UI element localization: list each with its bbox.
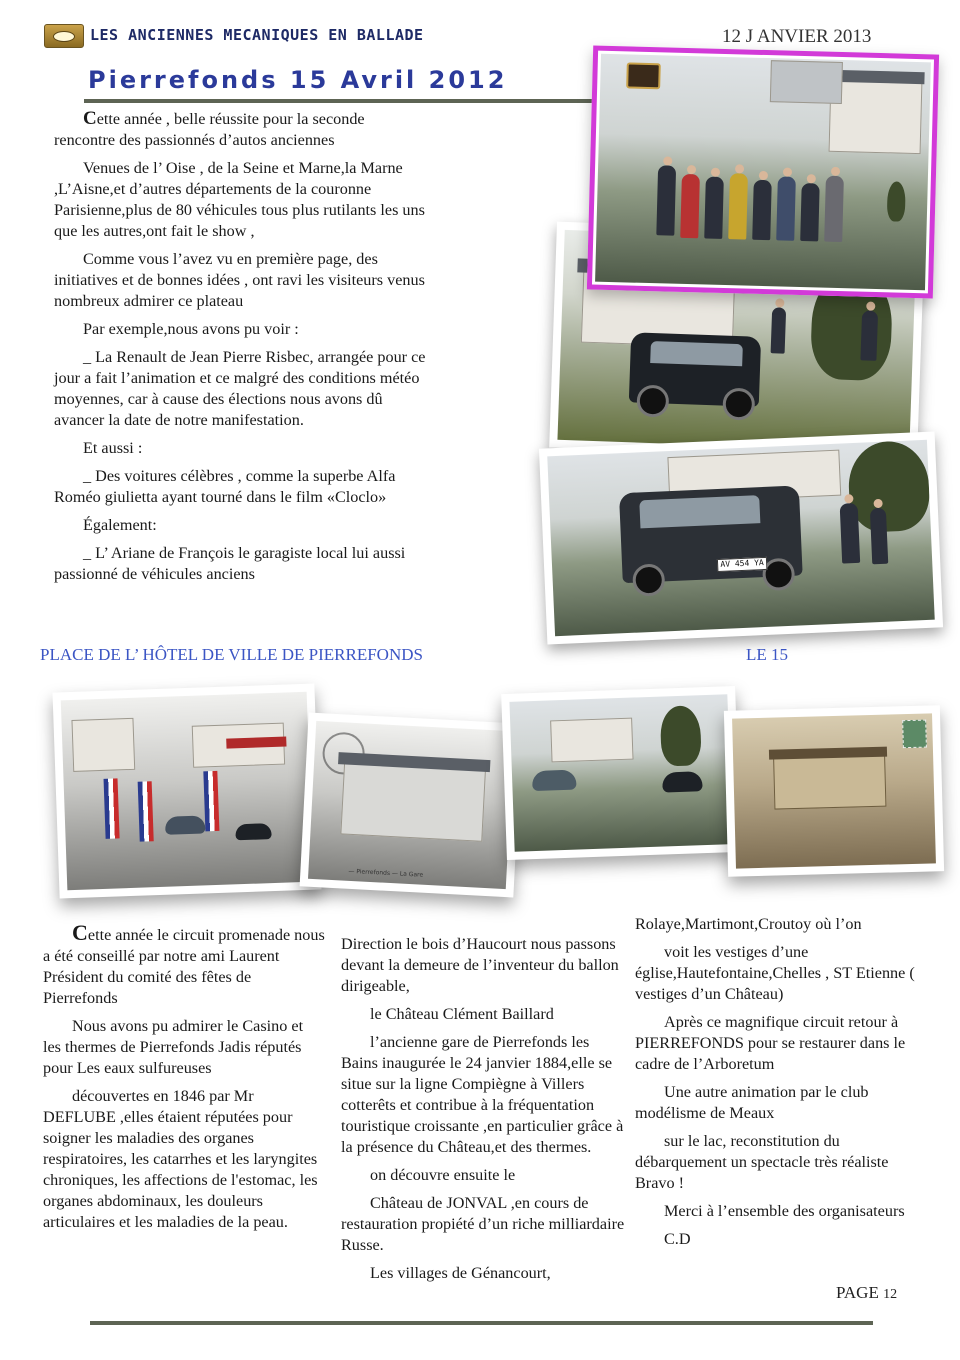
intro-text: ette année , belle réussite pour la seconde rencontre des passionnés d’autos anciennes — [54, 110, 365, 149]
body-paragraph: Une autre animation par le club modélisme de Meaux — [635, 1083, 869, 1122]
body-paragraph: sur le lac, reconstitution du débarquement un spectacle très réaliste Bravo ! — [635, 1132, 889, 1192]
photo-group — [587, 46, 939, 299]
section-heading: PLACE DE L’ HÔTEL DE VILLE DE PIERREFONDS — [40, 645, 423, 664]
body-column-2 — [341, 934, 625, 1291]
intro-paragraph: Comme vous l’avez vu en première page, des initiatives et de bonnes idées , ont ravi les visiteurs venus nombreux admirer ce plateau — [54, 250, 425, 310]
intro-text-column — [54, 108, 426, 592]
intro-paragraph — [54, 108, 426, 151]
drop-cap: C — [83, 108, 97, 129]
intro-paragraph: _ L’ Ariane de François le garagiste local lui aussi passionné de véhicules anciens — [54, 544, 406, 583]
photo-old-station-postcard — [300, 713, 523, 898]
photo-town-square — [52, 683, 321, 898]
photo-ariane-car — [539, 431, 943, 644]
author-signature: C.D — [664, 1230, 691, 1248]
body-paragraph: Merci à l’ensemble des organisateurs — [664, 1202, 905, 1220]
intro-paragraph: Par exemple,nous avons pu voir : — [83, 320, 299, 338]
body-paragraph: Direction le bois d’Haucourt nous passons devant la demeure de l’inventeur du ballon dirigeable, — [341, 935, 619, 995]
body-paragraph: Château de JONVAL ,en cours de restauration propiété d’un riche milliardaire Russe. — [341, 1194, 625, 1254]
magazine-logo — [44, 24, 84, 48]
drop-cap: C — [72, 920, 88, 945]
magazine-title: LES ANCIENNES MECANIQUES EN BALLADE — [90, 26, 424, 44]
photo-square-cars — [501, 686, 741, 860]
intro-paragraph: Également: — [83, 516, 157, 534]
photo-vintage-chateau-postcard — [724, 705, 944, 877]
body-paragraph: on découvre ensuite le — [370, 1166, 516, 1184]
intro-paragraph: _ Des voitures célèbres , comme la superbe Alfa Roméo giulietta ayant tourné dans le film «Cloclo» — [54, 467, 396, 506]
intro-paragraph: Et aussi : — [83, 439, 143, 457]
body-text: ette année le circuit promenade nous a été conseillé par notre ami Laurent Président du comité des fêtes de Pierrefonds — [43, 926, 325, 1007]
body-paragraph: Rolaye,Martimont,Croutoy où l’on — [635, 915, 862, 933]
body-paragraph: voit les vestiges d’une église,Hautefontaine,Chelles , ST Etienne ( vestiges d’un Château) — [635, 943, 915, 1003]
body-column-3 — [635, 914, 925, 1257]
postcard-caption: — Pierrefonds — La Gare — [348, 867, 424, 879]
body-paragraph — [43, 922, 325, 1009]
body-paragraph: Après ce magnifique circuit retour à PIERREFONDS pour se restaurer dans le cadre de l’Arboretum — [635, 1013, 906, 1073]
club-logo — [626, 62, 661, 89]
issue-date: 12 J ANVIER 2013 — [722, 26, 872, 47]
title-divider — [84, 99, 604, 103]
body-column-1 — [43, 922, 325, 1240]
body-paragraph: découvertes en 1846 par Mr DEFLUBE ,elles étaient réputées pour soigner les maladies des organes respiratoires, les catarrhes et les laryngites chroniques, les affections de l'estomac, les organes abdominaux, les douleurs articulaires et les maladies de la peau. — [43, 1087, 318, 1231]
page-number — [836, 1283, 897, 1303]
body-paragraph: le Château Clément Baillard — [370, 1005, 554, 1023]
intro-paragraph: Venues de l’ Oise , de la Seine et Marne,la Marne ,L’Aisne,et d’autres départements de la couronne Parisienne,plus de 80 véhicules tous plus rutilants les uns que les autres,ont fait le show , — [54, 159, 425, 240]
section-side-label: LE 15 — [746, 645, 789, 664]
footer-divider — [90, 1321, 873, 1325]
body-paragraph: Nous avons pu admirer le Casino et les thermes de Pierrefonds Jadis réputés pour Les eaux sulfureuses — [43, 1017, 304, 1077]
body-paragraph: l’ancienne gare de Pierrefonds les Bains inaugurée le 24 janvier 1884,elle se situe sur la ligne Compiègne à Villers cotterêts et contribue à la fréquentation touristique croissante ,en particulier grâce à la présence du Château,et des thermes. — [341, 1033, 624, 1156]
article-title: Pierrefonds 15 Avril 2012 — [88, 66, 508, 94]
postage-stamp — [902, 720, 927, 749]
intro-paragraph: _ La Renault de Jean Pierre Risbec, arrangée pour ce jour a fait l’animation et ce malgré des conditions météo moyennes, car à cause des élections nous avons dû avancer la date de notre manifestation. — [54, 348, 426, 429]
body-paragraph: Les villages de Génancourt, — [370, 1264, 551, 1282]
license-plate: AV 454 YA — [717, 557, 768, 572]
page-number-value: 12 — [883, 1287, 898, 1302]
page-label: PAGE — [836, 1283, 879, 1302]
